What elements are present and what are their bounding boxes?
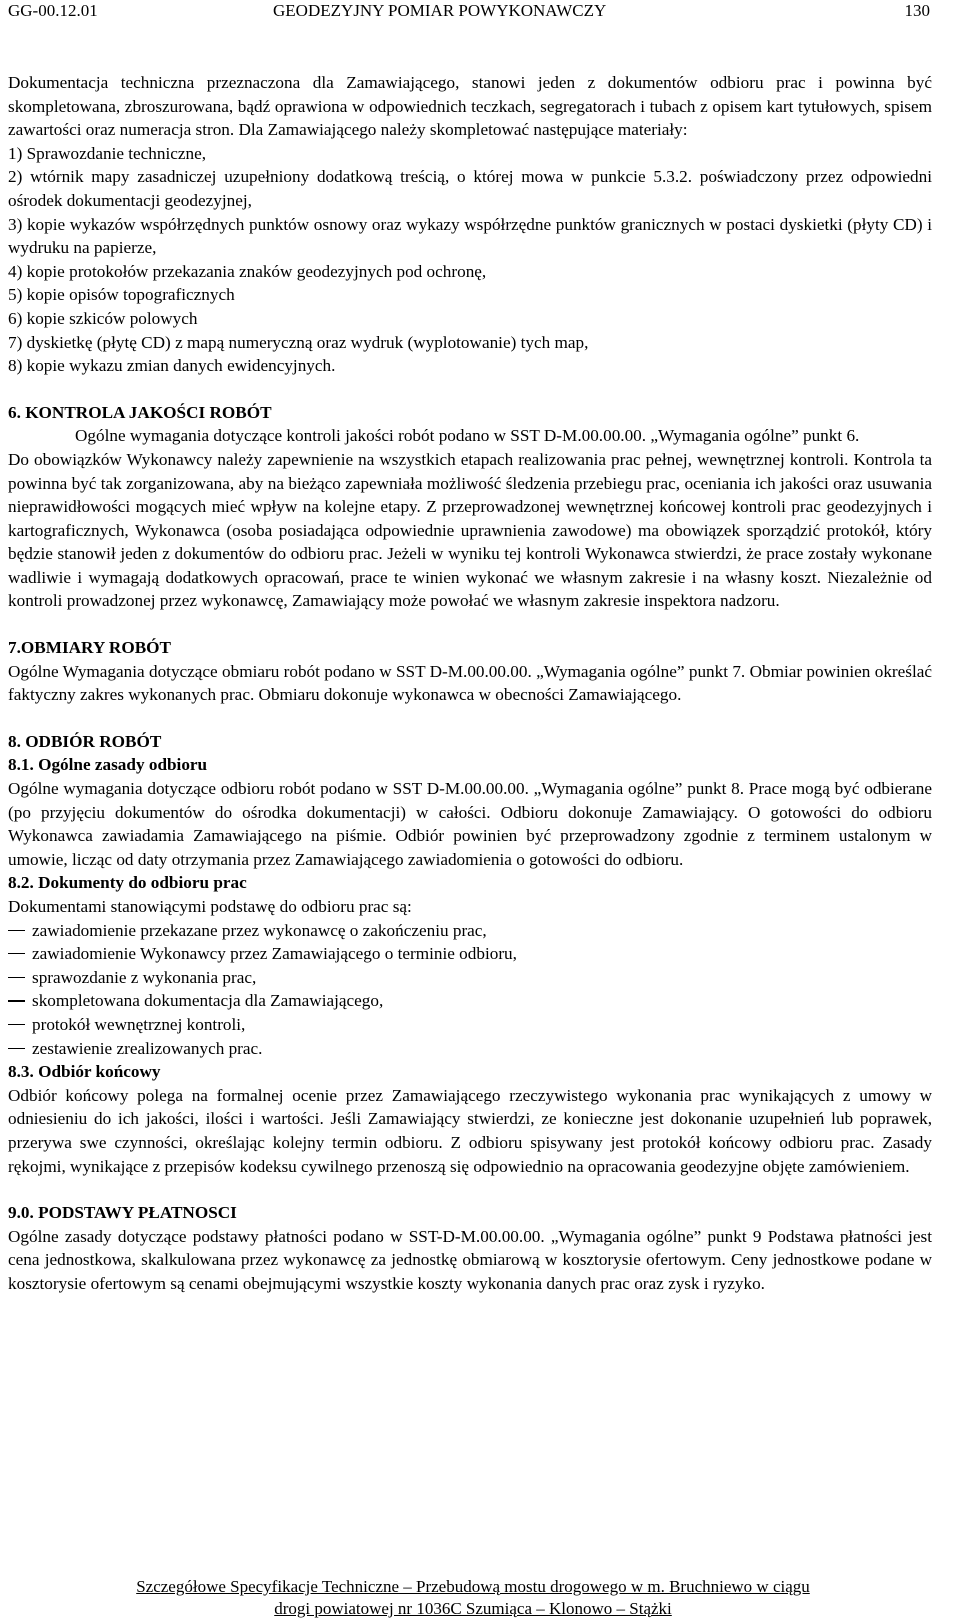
- section-8-heading: 8. ODBIÓR ROBÓT: [8, 731, 162, 751]
- intro-item-4: 4) kopie protokołów przekazania znaków geodezyjnych pod ochronę,: [8, 261, 487, 281]
- intro-item-8: 8) kopie wykazu zmian danych ewidencyjnych.: [8, 356, 336, 376]
- intro-paragraph: Dokumentacja techniczna przeznaczona dla Zamawiającego, stanowi jeden z dokumentów odbioru prac i powinna być skompletowana, zbroszurowana, bądź oprawiona w odpowiednich teczkach, segregatorach i tubach z opisem kart tytułowych, spisem zawartości oraz numeracja stron. Dla Zamawiającego należy skompletować następujące materiały:: [8, 73, 932, 140]
- intro-item-6: 6) kopie szkiców polowych: [8, 308, 198, 328]
- section-8-1-heading: 8.1. Ogólne zasady odbioru: [8, 755, 208, 775]
- spacer: [8, 378, 932, 401]
- list-item: protokół wewnętrznej kontroli,: [8, 1013, 932, 1037]
- documents-list: [8, 919, 932, 1061]
- section-8-2-heading: 8.2. Dokumenty do odbioru prac: [8, 873, 247, 893]
- spacer: [8, 1178, 932, 1201]
- intro-item-2: 2) wtórnik mapy zasadniczej uzupełniony dodatkową treścią, o której mowa w punkcie 5.3.2. poświadczony przez odpowiedni ośrodek dokumentacji geodezyjnej,: [8, 167, 932, 210]
- section-6-reference: Ogólne wymagania dotyczące kontroli jakości robót podano w SST D-M.00.00.00. „Wymagania ogólne” punkt 6.: [75, 426, 860, 446]
- spacer: [8, 707, 932, 730]
- section-9-heading: 9.0. PODSTAWY PŁATNOSCI: [8, 1203, 237, 1223]
- intro-item-5: 5) kopie opisów topograficznych: [8, 285, 235, 305]
- list-item: zestawienie zrealizowanych prac.: [8, 1037, 932, 1061]
- footer-line-2: drogi powiatowej nr 1036C Szumiąca – Klonowo – Stążki: [274, 1599, 672, 1618]
- spacer: [8, 613, 932, 636]
- section-6-heading: 6. KONTROLA JAKOŚCI ROBÓT: [8, 402, 272, 422]
- list-item: zawiadomienie Wykonawcy przez Zamawiającego o terminie odbioru,: [8, 942, 932, 966]
- list-item: skompletowana dokumentacja dla Zamawiającego,: [8, 989, 932, 1013]
- page-content: [8, 71, 932, 1296]
- section-9-body: Ogólne zasady dotyczące podstawy płatności podano w SST-D-M.00.00.00. „Wymagania ogólne” punkt 9 Podstawa płatności jest cena jednostkowa, skalkulowana przez wykonawcę za jednostkę obmiarową w kosztorysie ofertowym. Ceny jednostkowe podane w kosztorysie ofertowym są cenami obejmującymi wszystkie koszty wykonania danych prac oraz zysk i ryzyko.: [8, 1226, 932, 1293]
- footer-line-1: Szczegółowe Specyfikacje Techniczne – Przebudową mostu drogowego w m. Bruchniewo w ciągu: [136, 1577, 810, 1596]
- page-footer: [8, 1576, 938, 1620]
- section-8-2-intro: Dokumentami stanowiącymi podstawę do odbioru prac są:: [8, 897, 412, 916]
- section-7-heading: 7.OBMIARY ROBÓT: [8, 638, 172, 658]
- page-header: [8, 0, 938, 28]
- spec-code: GG-00.12.01: [8, 1, 98, 20]
- section-8-3-body: Odbiór końcowy polega na formalnej ocenie przez Zamawiającego rzeczywistego wykonania prac wynikających z umowy w odniesieniu do ich jakości, ilości i wartości. Jeśli Zamawiający stwierdzi, ze konieczne jest dokonanie uzupełnień lub poprawek, przerywa swe czynności, określając kolejny termin odbioru. Z odbioru spisywany jest protokół końcowy odbioru prac. Zasady rękojmi, wynikające z przepisów kodeksu cywilnego przenoszą się odpowiednio na opracowania geodezyjne objęte zamówieniem.: [8, 1085, 932, 1176]
- list-item: sprawozdanie z wykonania prac,: [8, 966, 932, 990]
- section-8-3-heading: 8.3. Odbiór końcowy: [8, 1062, 161, 1082]
- list-item: zawiadomienie przekazane przez wykonawcę o zakończeniu prac,: [8, 919, 932, 943]
- intro-item-3: 3) kopie wykazów współrzędnych punktów osnowy oraz wykazy współrzędne punktów granicznych w postaci dyskietki (płyty CD) i wydruku na papierze,: [8, 214, 932, 258]
- intro-item-7: 7) dyskietkę (płytę CD) z mapą numeryczną oraz wydruk (wyplotowanie) tych map,: [8, 332, 589, 352]
- section-8-1-body: Ogólne wymagania dotyczące odbioru robót podano w SST D-M.00.00.00. „Wymagania ogólne” punkt 8. Prace mogą być odbierane (po przyjęciu dokumentów do ośrodka dokumentacji) w całości. Odbioru dokonuje Zamawiający. O gotowości do odbioru Wykonawca zawiadamia Zamawiającego na piśmie. Odbiór powinien być przeprowadzony zgodnie z terminem ustalonym w umowie, licząc od daty otrzymania przez Zamawiającego zawiadomienia o gotowości do odbioru.: [8, 779, 932, 869]
- page-number: 130: [904, 1, 930, 20]
- document-page: [8, 0, 938, 1618]
- section-7-body: Ogólne Wymagania dotyczące obmiaru robót podano w SST D-M.00.00.00. „Wymagania ogólne” punkt 7. Obmiar powinien określać faktyczny zakres wykonanych prac. Obmiaru dokonuje wykonawca w obecności Zamawiającego.: [8, 661, 932, 705]
- section-6-body: Do obowiązków Wykonawcy należy zapewnienie na wszystkich etapach realizowania prac pełnej, wewnętrznej kontroli. Kontrola ta powinna być tak zorganizowana, aby na bieżąco zapewniała możliwość śledzenia przebiegu prac, oceniania ich jakości oraz usuwania nieprawidłowości mogących mieć wpływ na kolejne etapy. Z przeprowadzonej wewnętrznej końcowej kontroli prac geodezyjnych i kartograficznych, Wykonawca (osoba posiadająca odpowiednie uprawnienia zawodowe) ma obowiązek sporządzić protokół, który będzie stanowił jeden z dokumentów do odbioru prac. Jeżeli w wyniku tej kontroli Wykonawca stwierdzi, że prace zostały wykonane wadliwie i wymagają dodatkowych opracowań, prace te winien wykonać we własnym zakresie i na własny koszt. Niezależnie od kontroli prowadzonej przez wykonawcę, Zamawiający może powołać we własnym zakresie inspektora nadzoru.: [8, 449, 932, 611]
- intro-item-1: 1) Sprawozdanie techniczne,: [8, 143, 207, 163]
- header-title: GEODEZYJNY POMIAR POWYKONAWCZY: [273, 1, 607, 20]
